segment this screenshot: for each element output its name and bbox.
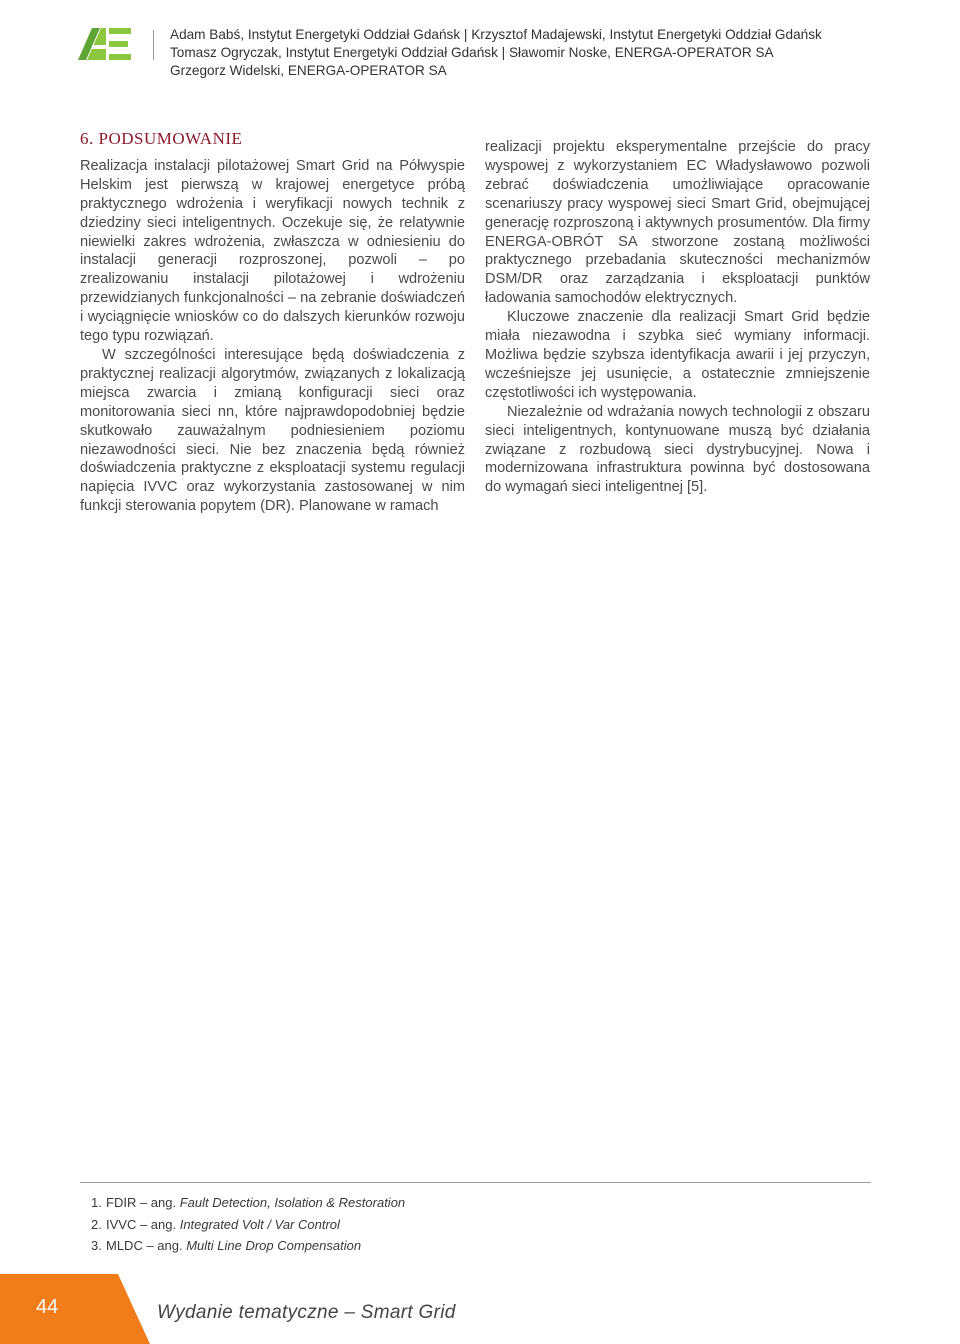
footnote-divider <box>80 1182 871 1183</box>
authors-block <box>170 26 890 80</box>
publisher-logo <box>78 28 132 60</box>
footnotes <box>80 1192 405 1257</box>
paragraph: Kluczowe znaczenie dla realizacji Smart Grid będzie miała niezawodna i szybka sieć wymiany informacji. Możliwa będzie szybsza identyfikacja awarii i jej przyczyn, wcześniejsze jej usunięcie, a ostatecznie zmniejszenie częstotliwości ich występowania. <box>485 309 870 401</box>
page-number-tab <box>0 1274 150 1344</box>
edition-title: Wydanie tematyczne – Smart Grid <box>157 1302 456 1323</box>
paragraph: realizacji projektu eksperymentalne przejście do pracy wyspowej z wykorzystaniem EC Władysławowo pozwoli zebrać doświadczenia umożliwiające opracowanie scenariuszy pracy wyspowej sieci Smart Grid, obejmującej generację rozproszoną i aktywnych prosumentów. Dla firmy ENERGA-OBRÓT SA stworzone zostaną możliwości praktycznego przebadania skuteczności mechanizmów DSM/DR oraz zarządzania i eksploatacji punktów ładowania samochodów elektrycznych. <box>485 139 870 307</box>
paragraph: Niezależnie od wdrażania nowych technologii z obszaru sieci inteligentnych, kontynuowane muszą być działania związane z rozbudową sieci dystrybucyjnej. Nowa i modernizowana infrastruktura powinna być dostosowana do wymagań sieci inteligentnej [5]. <box>485 403 870 496</box>
footnote-item: 1. FDIR – ang. Fault Detection, Isolation & Restoration <box>91 1195 406 1210</box>
authors-line-2: Tomasz Ogryczak, Instytut Energetyki Oddział Gdańsk | Sławomir Noske, ENERGA-OPERATOR SA <box>170 45 774 60</box>
authors-line-1: Adam Babś, Instytut Energetyki Oddział Gdańsk | Krzysztof Madajewski, Instytut Energetyki Oddział Gdańsk <box>170 27 822 42</box>
footnote-item: 2. IVVC – ang. Integrated Volt / Var Control <box>91 1216 340 1232</box>
left-column <box>80 130 465 516</box>
page-number: 44 <box>36 1296 59 1318</box>
right-column <box>485 138 870 497</box>
section-title: 6. PODSUMOWANIE <box>80 129 243 148</box>
footnote-item: 3. MLDC – ang. Multi Line Drop Compensation <box>91 1238 362 1253</box>
header-divider <box>153 30 154 60</box>
authors-line-3: Grzegorz Widelski, ENERGA-OPERATOR SA <box>170 63 447 78</box>
paragraph: W szczególności interesujące będą doświadczenia z praktycznej realizacji algorytmów, związanych z lokalizacją miejsca zwarcia i zmianą konfiguracji sieci oraz monitorowania sieci nn, które najprawdopodobniej będzie skutkowało zauważalnym podniesieniem poziomu niezawodności sieci. Nie bez znaczenia będą również doświadczenia praktyczne z eksploatacji systemu regulacji napięcia IVVC oraz wykorzystania zastosowanej w nim funkcji sterowania popytem (DR). Planowane w ramach <box>80 346 465 515</box>
paragraph: Realizacja instalacji pilotażowej Smart Grid na Półwyspie Helskim jest pierwszą w krajowej energetyce próbą praktycznego wdrożenia i weryfikacji nowych technik z dziedziny sieci inteligentnych. Oczekuje się, że relatywnie niewielki zakres wdrożenia, zwłaszcza w odniesieniu do instalacji generacji rozproszonej, pozwoli – po zrealizowaniu instalacji pilotażowej i wdrożeniu przewidzianych funkcjonalności – na zebranie doświadczeń i wyciągnięcie wniosków co do dalszych kierunków rozwoju tego typu rozwiązań. <box>80 157 465 345</box>
